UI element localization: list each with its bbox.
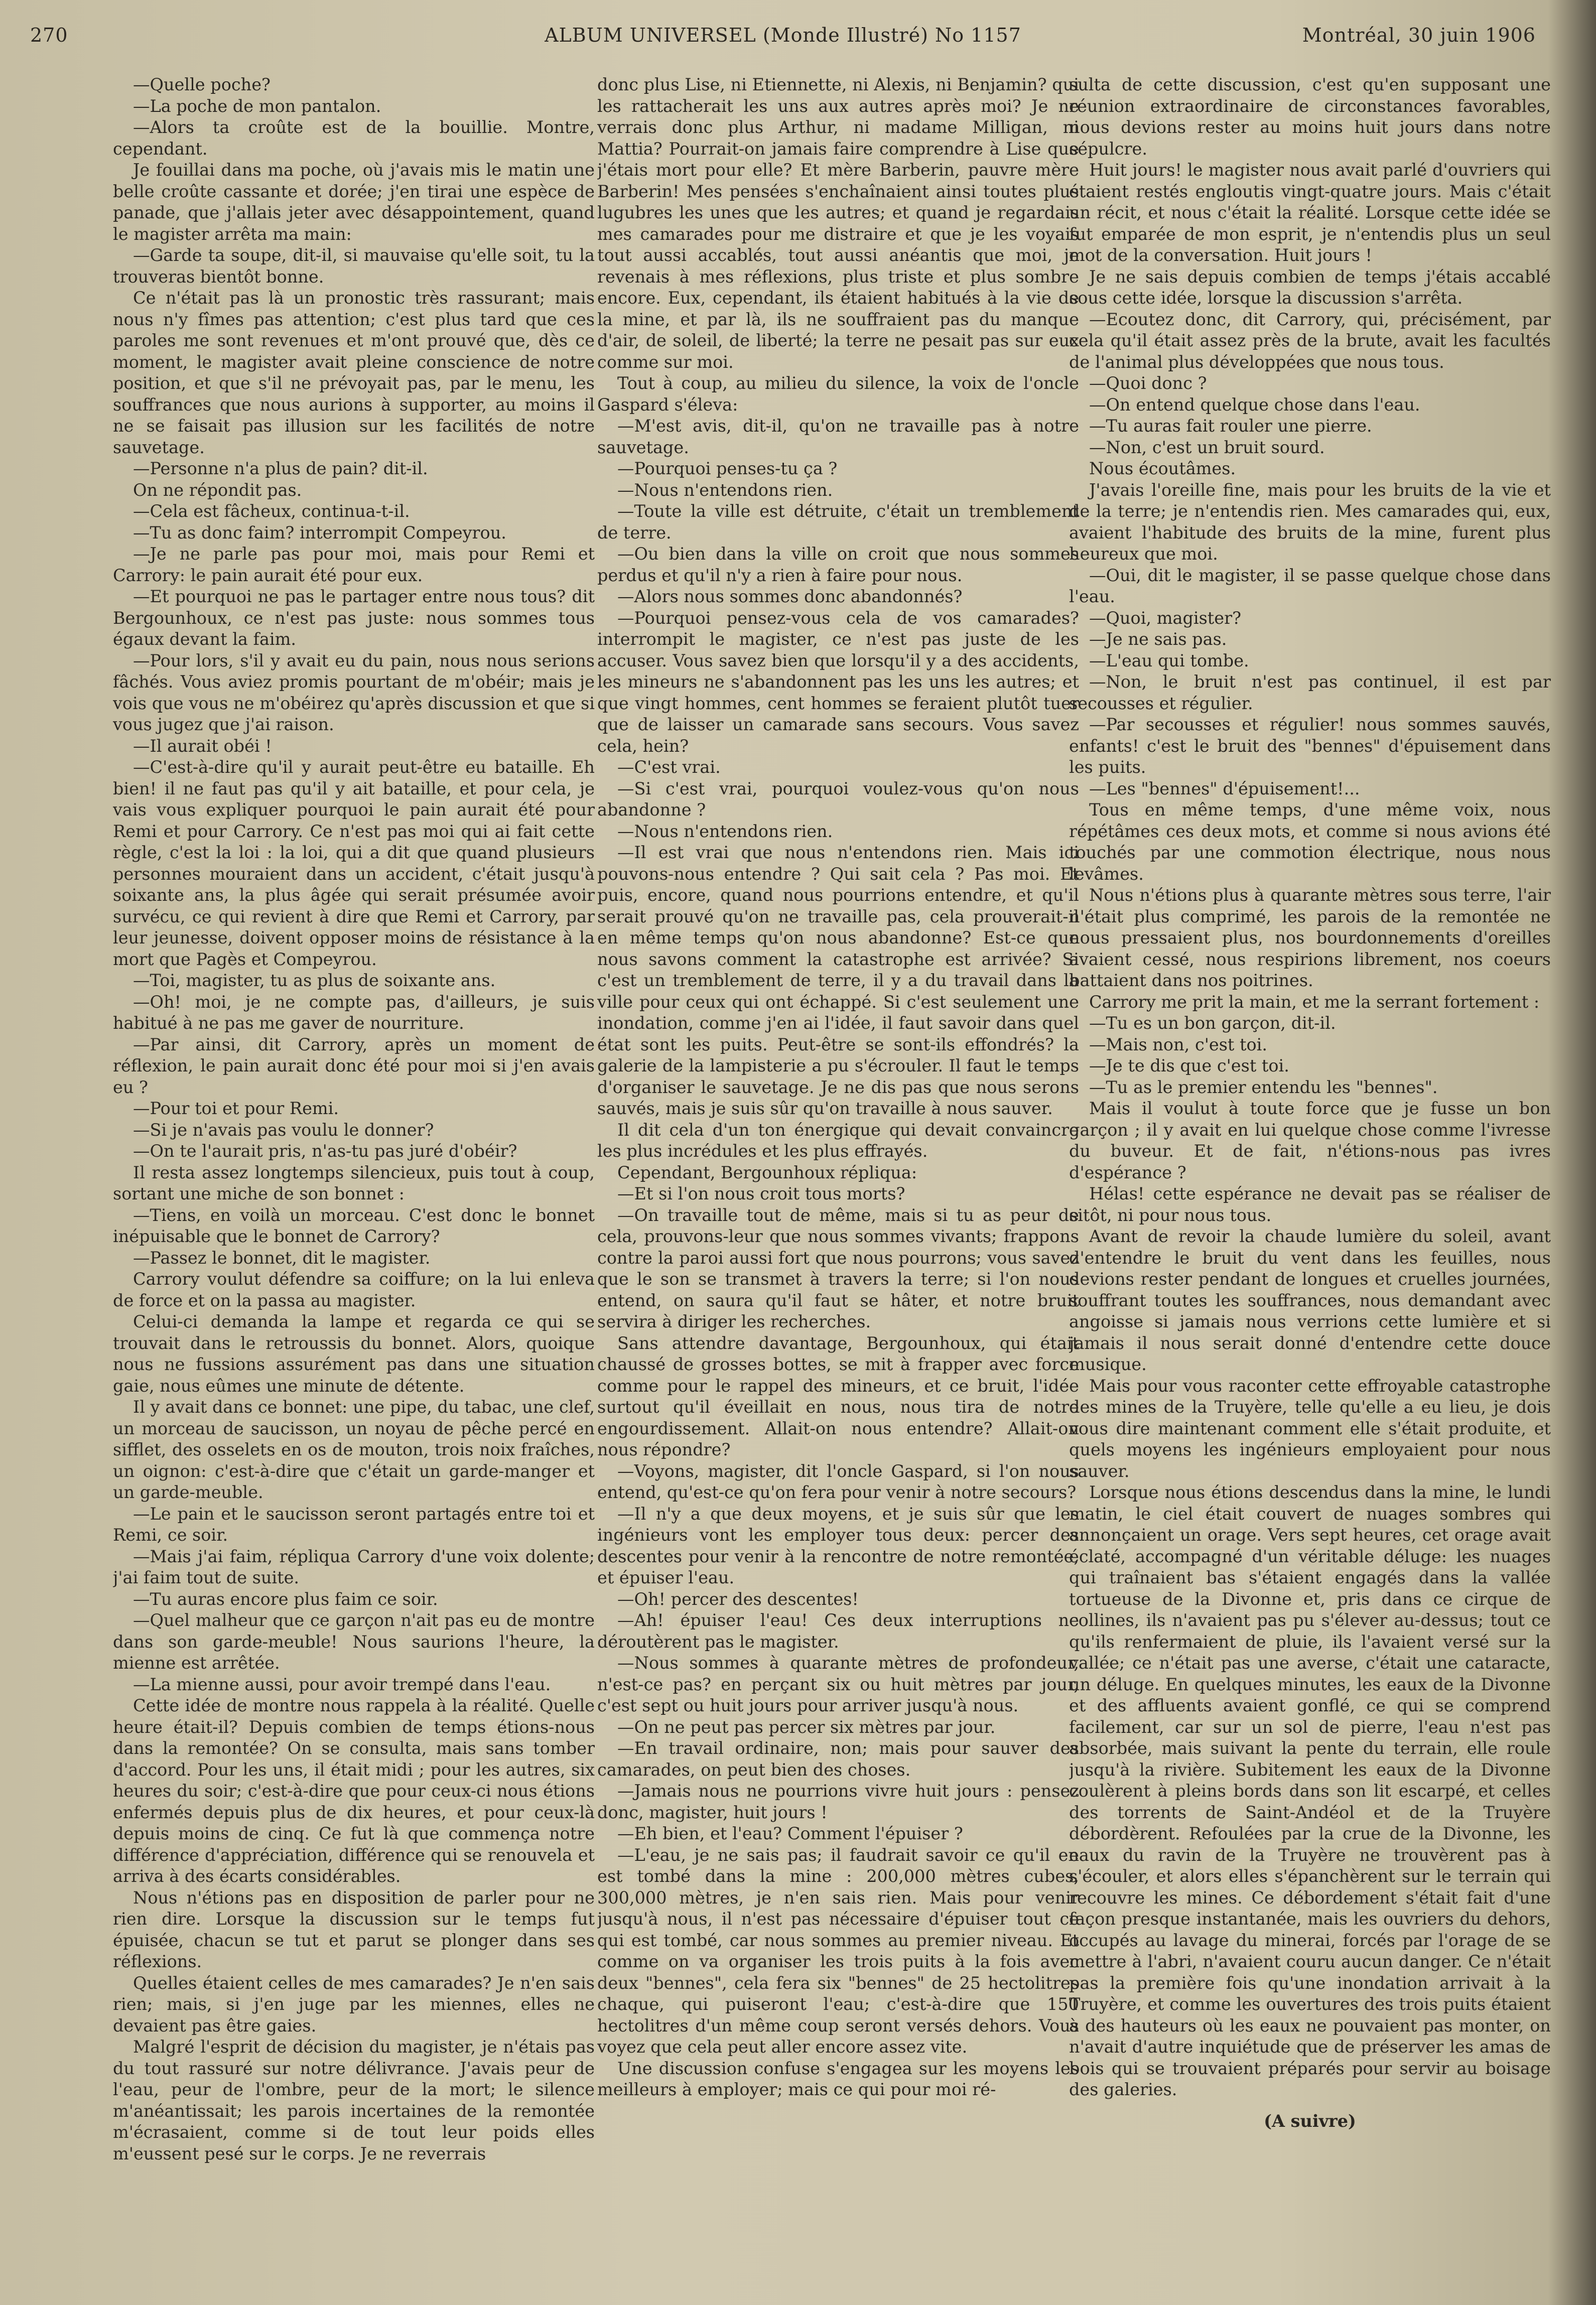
paragraph: —Oh! moi, je ne compte pas, d'ailleurs, je suis habitué à ne pas me gaver de nourriture. <box>113 992 595 1033</box>
paragraph: —Par ainsi, dit Carrory, après un moment de réflexion, le pain aurait donc été pour moi si j'en avais eu ? <box>113 1034 595 1097</box>
paragraph: —Ah! épuiser l'eau! Ces deux interruptions ne déroutèrent pas le magister. <box>597 1610 1079 1652</box>
paragraph: —Le pain et le saucisson seront partagés entre toi et Remi, ce soir. <box>113 1504 595 1545</box>
paragraph: —L'eau qui tombe. <box>1089 650 1249 670</box>
paragraph: —On entend quelque chose dans l'eau. <box>1089 394 1420 415</box>
paragraph: Celui-ci demanda la lampe et regarda ce qui se trouvait dans le retroussis du bonnet. Alors, quoique nous ne fussions assurément pas dans une situation gaie, nous eûmes une minute de détente. <box>113 1312 595 1396</box>
paragraph: —Et pourquoi ne pas le partager entre nous tous? dit Bergounhoux, ce n'est pas juste: nous sommes tous égaux devant la faim. <box>113 587 595 649</box>
paragraph: —Alors ta croûte est de la bouillie. Montre, cependant. <box>113 117 595 159</box>
paragraph: Cette idée de montre nous rappela à la réalité. Quelle heure était-il? Depuis combien de temps étions-nous dans la remontée? On se consulta, mais sans tomber d'accord. Pour les uns, il était midi ; pour les autres, six heures du soir; c'est-à-dire que pour ceux-ci nous étions enfermés depuis plus de dix heures, et pour ceux-là depuis moins de cinq. Ce fut là que commença notre différence d'appréciation, différence qui se renouvela et arriva à des écarts considérables. <box>113 1696 595 1886</box>
paragraph: —Quelle poche? <box>133 75 271 94</box>
paragraph: —On ne peut pas percer six mètres par jour. <box>617 1717 996 1737</box>
paragraph: Carrory voulut défendre sa coiffure; on la lui enleva de force et on la passa au magister. <box>113 1269 595 1310</box>
paragraph: —Il n'y a que deux moyens, et je suis sûr que les ingénieurs vont les employer tous deux: percer des descentes pour venir à la rencontre de notre remontée, et épuiser l'eau. <box>597 1504 1079 1587</box>
paragraph: Mais il voulut à toute force que je fusse un bon garçon ; il y avait en lui quelque chose comme l'ivresse du buveur. Et de fait, n'étions-nous pas ivres d'espérance ? <box>1069 1099 1551 1182</box>
paragraph: Avant de revoir la chaude lumière du soleil, avant d'entendre le bruit du vent dans les feuilles, nous devions rester pendant de longues et cruelles journées, souffrant toutes les souffrances, nous demandant avec angoisse si jamais nous verrions cette lumière et si jamais il nous serait donné d'entendre cette douce musique. <box>1069 1227 1551 1374</box>
paragraph: Lorsque nous étions descendus dans la mine, le lundi matin, le ciel était couvert de nuages sombres qui annonçaient un orage. Vers sept heures, cet orage avait éclaté, accompagné d'un véritable déluge: les nuages qui traînaient bas s'étaient engagés dans la vallée tortueuse de la Divonne et, pris dans ce cirque de collines, ils n'avaient pas pu s'élever au-dessus; tout ce qu'ils renfermaient de pluie, ils l'avaient versé sur la vallée; ce n'était pas une averse, c'était une cataracte, un déluge. En quelques minutes, les eaux de la Divonne et des affluents avaient gonflé, ce qui se comprend facilement, car sur un sol de pierre, l'eau n'est pas absorbée, mais suivant la pente du terrain, elle roule jusqu'à la rivière. Subitement les eaux de la Divonne coulèrent à pleins bords dans son lit escarpé, et celles des torrents de Saint-Andéol et de la Truyère débordèrent. Refoulées par la crue de la Divonne, les eaux du ravin de la Truyère ne trouvèrent pas à s'écouler, et alors elles s'épanchèrent sur le terrain qui recouvre les mines. Ce débordement s'était fait d'une façon presque instantanée, mais les ouvriers du dehors, occupés au lavage du minerai, forcés par l'orage de se mettre à l'abri, n'avaient couru aucun danger. Ce n'était pas la première fois qu'une inondation arrivait à la Truyère, et comme les ouvertures des trois puits étaient à des hauteurs où les eaux ne pouvaient pas monter, on n'avait d'autre inquiétude que de préserver les amas de bois qui se trouvaient préparés pour servir au boisage des galeries. <box>1069 1482 1551 2099</box>
paragraph: —Par secousses et régulier! nous sommes sauvés, enfants! c'est le bruit des "bennes" d'épuisement dans les puits. <box>1069 715 1551 777</box>
paragraph: —Nous n'entendons rien. <box>617 480 833 500</box>
paragraph: —Quoi donc ? <box>1089 373 1207 393</box>
to-be-continued: (A suivre) <box>1264 2111 1356 2131</box>
text-column-1 <box>113 74 595 2282</box>
paragraph: Quelles étaient celles de mes camarades? Je n'en sais rien; mais, si j'en juge par les miennes, elles ne devaient pas être gaies. <box>113 1973 595 2036</box>
paragraph: Je fouillai dans ma poche, où j'avais mis le matin une belle croûte cassante et dorée; j'en tirai une espèce de panade, que j'allais jeter avec désappointement, quand le magister arrêta ma main: <box>113 160 595 244</box>
paragraph: Sans attendre davantage, Bergounhoux, qui était chaussé de grosses bottes, se mit à frapper avec force comme pour le rappel des mineurs, et ce bruit, l'idée surtout qu'il éveillait en nous, nous tira de notre engourdissement. Allait-on nous entendre? Allait-on nous répondre? <box>597 1333 1079 1459</box>
paragraph: —Quoi, magister? <box>1089 608 1242 628</box>
paragraph: Ce n'était pas là un pronostic très rassurant; mais nous n'y fîmes pas attention; c'est plus tard que ces paroles me sont revenues et m'ont prouvé que, dès ce moment, le magister avait pleine conscience de notre position, et que s'il ne prévoyait pas, par le menu, les souffrances que nous aurions à supporter, au moins il ne se faisait pas illusion sur les facilités de notre sauvetage. <box>113 288 595 457</box>
paragraph: Une discussion confuse s'engagea sur les moyens les meilleurs à employer; mais ce qui pour moi ré- <box>597 2058 1079 2099</box>
paragraph: —Cela est fâcheux, continua-t-il. <box>133 501 410 521</box>
paragraph: —Voyons, magister, dit l'oncle Gaspard, si l'on nous entend, qu'est-ce qu'on fera pour venir à notre secours? <box>597 1461 1079 1502</box>
paragraph: —Tu as donc faim? interrompit Compeyrou. <box>133 522 506 543</box>
paragraph: —Ecoutez donc, dit Carrory, qui, précisément, par cela qu'il était assez près de la brute, avait les facultés de l'animal plus développées que nous tous. <box>1069 309 1551 372</box>
paragraph: —Mais j'ai faim, répliqua Carrory d'une voix dolente; j'ai faim tout de suite. <box>113 1546 595 1587</box>
paragraph: —Passez le bonnet, dit le magister. <box>133 1248 431 1268</box>
paragraph: —Je ne parle pas pour moi, mais pour Remi et Carrory: le pain aurait été pour eux. <box>113 544 595 585</box>
paragraph: sulta de cette discussion, c'est qu'en supposant une réunion extraordinaire de circonstances favorables, nous devions rester au moins huit jours dans notre sépulcre. <box>1069 75 1551 159</box>
paragraph: —Garde ta soupe, dit-il, si mauvaise qu'elle soit, tu la trouveras bientôt bonne. <box>113 245 595 287</box>
paragraph: —Personne n'a plus de pain? dit-il. <box>133 459 428 478</box>
paragraph: —C'est vrai. <box>617 757 721 777</box>
paragraph: —Tu auras encore plus faim ce soir. <box>133 1589 438 1609</box>
paragraph: —Jamais nous ne pourrions vivre huit jours : pensez donc, magister, huit jours ! <box>597 1781 1079 1822</box>
paragraph: —Eh bien, et l'eau? Comment l'épuiser ? <box>617 1824 963 1843</box>
paragraph: Nous n'étions plus à quarante mètres sous terre, l'air n'était plus comprimé, les parois de la remontée ne nous pressaient plus, nos bourdonnements d'oreilles avaient cessé, nous respirions librement, nos coeurs battaient dans nos poitrines. <box>1069 885 1551 990</box>
paragraph: —Il aurait obéi ! <box>133 736 272 756</box>
paragraph: —Tu as le premier entendu les "bennes". <box>1089 1077 1438 1097</box>
paragraph: Je ne sais depuis combien de temps j'étais accablé sous cette idée, lorsque la discussion s'arrêta. <box>1069 266 1551 308</box>
paragraph: —Tu auras fait rouler une pierre. <box>1089 416 1372 436</box>
paragraph: —Alors nous sommes donc abandonnés? <box>617 587 963 606</box>
paragraph: —On travaille tout de même, mais si tu as peur de cela, prouvons-leur que nous sommes vivants; frappons contre la paroi aussi fort que nous pourrons; vous savez que le son se transmet à travers la terre; si l'on nous entend, on saura qu'il faut se hâter, et notre bruit servira à diriger les recherches. <box>597 1205 1079 1331</box>
paragraph: Huit jours! le magister nous avait parlé d'ouvriers qui étaient restés engloutis vingt-quatre jours. Mais c'était un récit, et nous c'était la réalité. Lorsque cette idée se fut emparée de mon esprit, je n'entendis plus un seul mot de la conversation. Huit jours ! <box>1069 160 1551 265</box>
paragraph: —Les "bennes" d'épuisement!... <box>1089 778 1360 798</box>
page-header <box>30 24 1536 54</box>
paragraph: —M'est avis, dit-il, qu'on ne travaille pas à notre sauvetage. <box>597 416 1079 457</box>
paragraph: —On te l'aurait pris, n'as-tu pas juré d'obéir? <box>133 1141 517 1161</box>
paragraph: —Pour lors, s'il y avait eu du pain, nous nous serions fâchés. Vous aviez promis pourtant de m'obéir; mais je vois que vous ne m'obéirez qu'après discussion et que si vous jugez que j'ai raison. <box>113 650 595 734</box>
paragraph: Hélas! cette espérance ne devait pas se réaliser de sitôt, ni pour nous tous. <box>1069 1184 1551 1225</box>
paragraph: —Si c'est vrai, pourquoi voulez-vous qu'on nous abandonne ? <box>597 778 1079 820</box>
paragraph: Il y avait dans ce bonnet: une pipe, du tabac, une clef, un morceau de saucisson, un noyau de pêche percé en sifflet, des osselets en os de mouton, trois noix fraîches, un oignon: c'est-à-dire que c'était un garde-manger et un garde-meuble. <box>113 1397 595 1502</box>
paragraph: —La poche de mon pantalon. <box>133 96 381 116</box>
paragraph: —L'eau, je ne sais pas; il faudrait savoir ce qu'il en est tombé dans la mine : 200,000 mètres cubes, 300,000 mètres, je n'en sais rien. Mais pour venir jusqu'à nous, il n'est pas nécessaire d'épuiser tout ce qui est tombé, car nous sommes au premier niveau. Et comme on va organiser les trois puits à la fois avec deux "bennes", cela fera six "bennes" de 25 hectolitres chaque, qui puiseront l'eau; c'est-à-dire que 150 hectolitres d'un même coup seront versés dehors. Vous voyez que cela peut aller encore assez vite. <box>597 1845 1079 2057</box>
paragraph: Tous en même temps, d'une même voix, nous répétâmes ces deux mots, et comme si nous avions été touchés par une commotion électrique, nous nous levâmes. <box>1069 800 1551 884</box>
paragraph: Nous n'étions pas en disposition de parler pour ne rien dire. Lorsque la discussion sur le temps fut épuisée, chacun se tut et parut se plonger dans ses réflexions. <box>113 1887 595 1971</box>
paragraph: —Tu es un bon garçon, dit-il. <box>1089 1013 1336 1033</box>
paragraph: —Mais non, c'est toi. <box>1089 1034 1268 1054</box>
paragraph: Cependant, Bergounhoux répliqua: <box>617 1162 917 1182</box>
paragraph: —Pour toi et pour Remi. <box>133 1099 339 1118</box>
page-number: 270 <box>30 24 68 46</box>
paragraph: —Si je n'avais pas voulu le donner? <box>133 1120 434 1140</box>
paragraph: —Pourquoi pensez-vous cela de vos camarades? interrompit le magister, ce n'est pas juste de les accuser. Vous savez bien que lorsqu'il y a des accidents, les mineurs ne s'abandonnent pas les uns les autres; et que vingt hommes, cent hommes se feraient plutôt tuer que de laisser un camarade sans secours. Vous savez cela, hein? <box>597 608 1079 756</box>
paragraph: —Pourquoi penses-tu ça ? <box>617 459 838 478</box>
place-date: Montréal, 30 juin 1906 <box>1302 24 1536 46</box>
paragraph: —Toute la ville est détruite, c'était un tremblement de terre. <box>597 501 1079 543</box>
paragraph: —Oui, dit le magister, il se passe quelque chose dans l'eau. <box>1069 565 1551 606</box>
paragraph: —C'est-à-dire qu'il y aurait peut-être eu bataille. Eh bien! il ne faut pas qu'il y ait bataille, et pour cela, je vais vous expliquer pourquoi le pain aurait été pour Remi et pour Carrory. Ce n'est pas moi qui ai fait cette règle, c'est la loi : la loi, qui a dit que quand plusieurs personnes mouraient dans un accident, c'était jusqu'à soixante ans, la plus âgée qui serait présumée avoir survécu, ce qui revient à dire que Remi et Carrory, par leur jeunesse, doivent opposer moins de résistance à la mort que Pagès et Compeyrou. <box>113 757 595 969</box>
column-3-body <box>1069 74 1551 2101</box>
paragraph: Tout à coup, au milieu du silence, la voix de l'oncle Gaspard s'éleva: <box>597 373 1079 415</box>
paragraph: Nous écoutâmes. <box>1089 459 1236 478</box>
paragraph: —Nous sommes à quarante mètres de profondeur, n'est-ce pas? en perçant six ou huit mètres par jour, c'est sept ou huit jours pour arriver jusqu'à nous. <box>597 1653 1079 1715</box>
publication-title: ALBUM UNIVERSEL (Monde Illustré) No 1157 <box>545 24 1021 46</box>
paragraph: —Tiens, en voilà un morceau. C'est donc le bonnet inépuisable que le bonnet de Carrory? <box>113 1205 595 1246</box>
paragraph: —Non, c'est un bruit sourd. <box>1089 437 1325 457</box>
paragraph: —Nous n'entendons rien. <box>617 821 833 841</box>
paragraph: —Je te dis que c'est toi. <box>1089 1056 1289 1075</box>
paragraph: —Oh! percer des descentes! <box>617 1589 859 1609</box>
paragraph: On ne répondit pas. <box>133 480 302 500</box>
paragraph: —Ou bien dans la ville on croit que nous sommes perdus et qu'il n'y a rien à faire pour nous. <box>597 544 1079 585</box>
text-column-2 <box>597 74 1079 2282</box>
paragraph: Il dit cela d'un ton énergique qui devait convaincre les plus incrédules et les plus effrayés. <box>597 1120 1079 1161</box>
paragraph: Il resta assez longtemps silencieux, puis tout à coup, sortant une miche de son bonnet : <box>113 1162 595 1203</box>
text-column-3 <box>1069 74 1551 2282</box>
paragraph: Carrory me prit la main, et me la serrant fortement : <box>1089 992 1540 1012</box>
paragraph: —Et si l'on nous croit tous morts? <box>617 1184 905 1203</box>
paragraph: donc plus Lise, ni Etiennette, ni Alexis, ni Benjamin? qui les rattacherait les uns aux autres après moi? Je ne verrais donc plus Arthur, ni madame Milligan, ni Mattia? Pourrait-on jamais faire comprendre à Lise que j'étais mort pour elle? Et mère Barberin, pauvre mère Barberin! Mes pensées s'enchaînaient ainsi toutes plus lugubres les unes que les autres; et quand je regardais mes camarades pour me distraire et que je les voyais tout aussi accablés, tout aussi anéantis que moi, je revenais à mes réflexions, plus triste et plus sombre encore. Eux, cependant, ils étaient habitués à la vie de la mine, et par là, ils ne souffraient pas du manque d'air, de soleil, de liberté; la terre ne pesait pas sur eux comme sur moi. <box>597 75 1079 372</box>
paragraph: —En travail ordinaire, non; mais pour sauver des camarades, on peut bien des choses. <box>597 1738 1079 1780</box>
paragraph: —Quel malheur que ce garçon n'ait pas eu de montre dans son garde-meuble! Nous saurions l'heure, la mienne est arrêtée. <box>113 1610 595 1673</box>
paragraph: —Je ne sais pas. <box>1089 629 1227 649</box>
paragraph: —Non, le bruit n'est pas continuel, il est par secousses et régulier. <box>1069 672 1551 713</box>
paragraph: J'avais l'oreille fine, mais pour les bruits de la vie et de la terre; je n'entendis rien. Mes camarades qui, eux, avaient l'habitude des bruits de la mine, furent plus heureux que moi. <box>1069 480 1551 564</box>
paragraph: —Toi, magister, tu as plus de soixante ans. <box>133 971 496 990</box>
paragraph: —Il est vrai que nous n'entendons rien. Mais ici pouvons-nous entendre ? Qui sait cela ? Pas moi. Et puis, encore, quand nous pourrions entendre, et qu'il serait prouvé qu'on ne travaille pas, cela prouverait-il en même temps qu'on nous abandonne? Est-ce que nous savons comment la catastrophe est arrivée? Si c'est un tremblement de terre, il y a du travail dans la ville pour ceux qui ont échappé. Si c'est seulement une inondation, comme j'en ai l'idée, il faut savoir dans quel état sont les puits. Peut-être se sont-ils effondrés? la galerie de la lampisterie a pu s'écrouler. Il faut le temps d'organiser le sauvetage. Je ne dis pas que nous serons sauvés, mais je suis sûr qu'on travaille à nous sauver. <box>597 843 1079 1118</box>
paragraph: —La mienne aussi, pour avoir trempé dans l'eau. <box>133 1674 551 1694</box>
paragraph: Mais pour vous raconter cette effroyable catastrophe des mines de la Truyère, telle qu'elle a eu lieu, je dois vous dire maintenant comment elle s'était produite, et quels moyens les ingénieurs employaient pour nous sauver. <box>1069 1376 1551 1481</box>
paragraph: Malgré l'esprit de décision du magister, je n'étais pas du tout rassuré sur notre délivrance. J'avais peur de l'eau, peur de l'ombre, peur de la mort; le silence m'anéantissait; les parois incertaines de la remontée m'écrasaient, comme si de tout leur poids elles m'eussent pesé sur le corps. Je ne reverrais <box>113 2037 595 2163</box>
